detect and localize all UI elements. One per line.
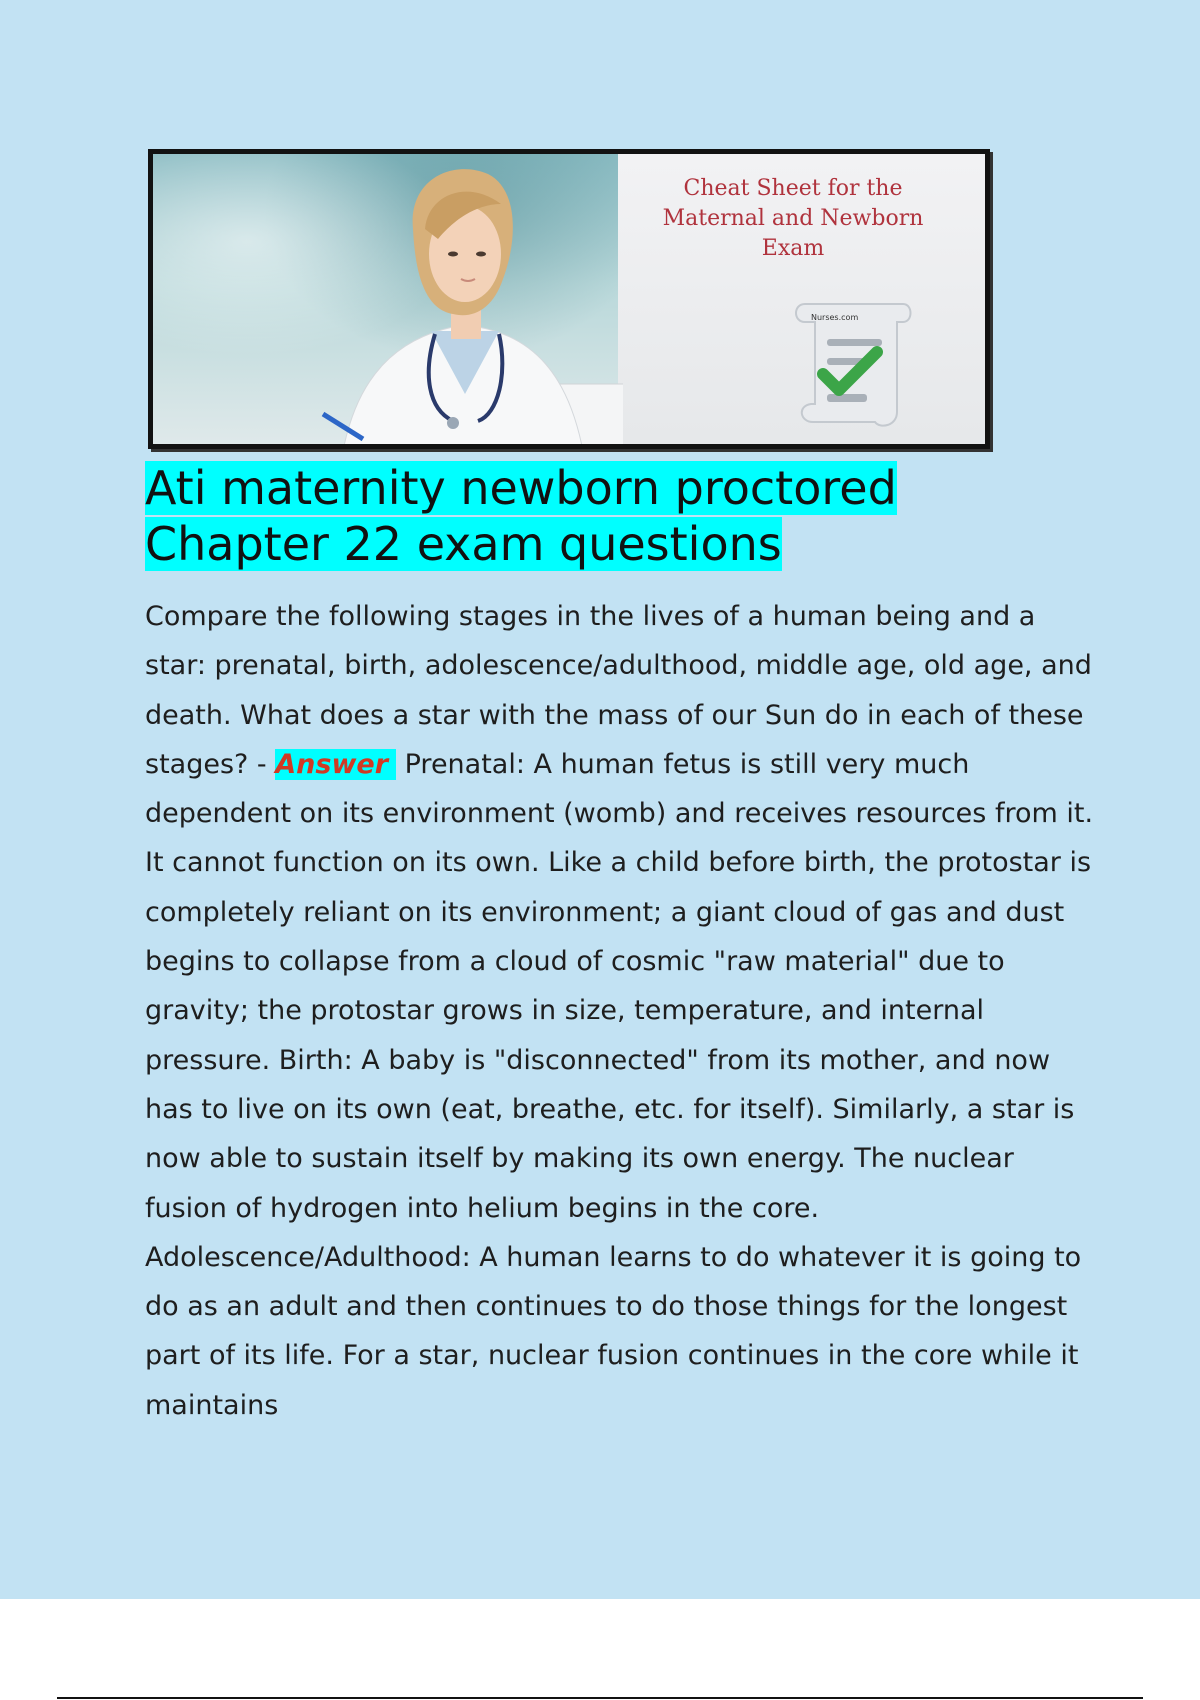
banner-title-line: Maternal and Newborn — [662, 206, 924, 231]
nurse-illustration — [303, 159, 623, 449]
answer-label: Answer — [275, 749, 396, 780]
banner-title-line: Cheat Sheet for the — [683, 176, 903, 201]
scroll-brand-text: Nurses.com — [811, 313, 859, 322]
banner-title — [643, 174, 943, 264]
banner-title-line: Exam — [761, 236, 825, 261]
page-title-line-2: Chapter 22 exam questions — [145, 517, 782, 571]
answer-text: Prenatal: A human fetus is still very much dependent on its environment (womb) and receives resources from it. It cannot function on its own. Like a child before birth, the protostar is completely reliant on its environment; a giant cloud of gas and dust begins to collapse from a cloud of cosmic "raw material" due to gravity; the protostar grows in size, temperature, and internal pressure. Birth: A baby is "disconnected" from its mother, and now has to live on its own (eat, breathe, etc. for itself). Similarly, a star is now able to sustain itself by making its own energy. The nuclear fusion of hydrogen into helium begins in the core. Adolescence/Adulthood: A human learns to do whatever it is going to do as an adult and then continues to do those things for the longest part of its life. For a star, nuclear fusion continues in the core while it maintains — [145, 748, 1094, 1421]
page-title — [145, 460, 1045, 572]
question-answer-text — [145, 592, 1095, 1430]
footer-divider — [57, 1697, 1143, 1699]
banner-image — [148, 149, 990, 449]
question-text: Compare the following stages in the lives of a human being and a star: prenatal, birth, adolescence/adulthood, middle age, old age, and death. What does a star with the mass of our Sun do in each of these stages? - — [145, 601, 1092, 780]
page-title-line-1: Ati maternity newborn proctored — [145, 461, 897, 515]
